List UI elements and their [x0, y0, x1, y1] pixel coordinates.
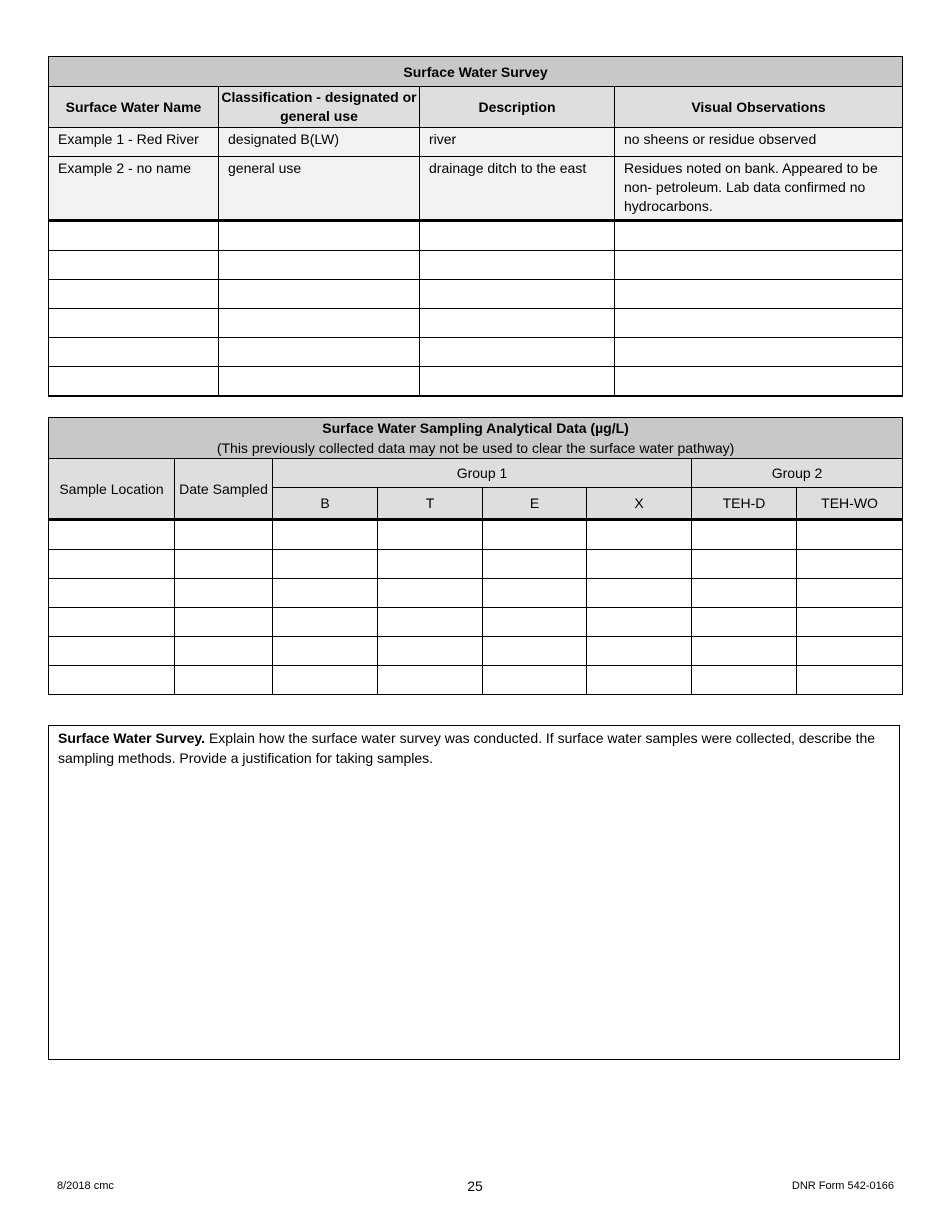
- entry-cell[interactable]: [587, 520, 692, 550]
- group-1-header: Group 1: [273, 459, 692, 488]
- entry-cell[interactable]: [219, 338, 420, 367]
- entry-cell[interactable]: [219, 309, 420, 338]
- example-1-description: river: [420, 128, 615, 157]
- narrative-instructions: Explain how the surface water survey was conducted. If surface water samples were collected, describe the sampling methods. Provide a justification for taking samples.: [58, 730, 876, 766]
- entry-cell[interactable]: [49, 338, 219, 367]
- entry-cell[interactable]: [615, 280, 903, 309]
- entry-cell[interactable]: [378, 550, 483, 579]
- entry-cell[interactable]: [378, 666, 483, 695]
- col-header-t: T: [378, 488, 483, 520]
- survey-entry-row: [49, 367, 903, 397]
- entry-cell[interactable]: [175, 579, 273, 608]
- entry-cell[interactable]: [692, 579, 797, 608]
- entry-cell[interactable]: [483, 637, 587, 666]
- entry-cell[interactable]: [797, 520, 903, 550]
- entry-cell[interactable]: [692, 550, 797, 579]
- entry-cell[interactable]: [378, 520, 483, 550]
- entry-cell[interactable]: [49, 579, 175, 608]
- entry-cell[interactable]: [49, 550, 175, 579]
- entry-cell[interactable]: [615, 367, 903, 397]
- entry-cell[interactable]: [49, 666, 175, 695]
- entry-cell[interactable]: [483, 579, 587, 608]
- entry-cell[interactable]: [49, 280, 219, 309]
- entry-cell[interactable]: [420, 338, 615, 367]
- col-header-b: B: [273, 488, 378, 520]
- col-header-teh-wo: TEH-WO: [797, 488, 903, 520]
- entry-cell[interactable]: [49, 309, 219, 338]
- sampling-entry-row: [49, 579, 903, 608]
- entry-cell[interactable]: [692, 666, 797, 695]
- example-2-classification: general use: [219, 157, 420, 221]
- example-1-name: Example 1 - Red River: [49, 128, 219, 157]
- entry-cell[interactable]: [615, 338, 903, 367]
- entry-cell[interactable]: [692, 520, 797, 550]
- entry-cell[interactable]: [483, 550, 587, 579]
- col-header-e: E: [483, 488, 587, 520]
- entry-cell[interactable]: [219, 367, 420, 397]
- entry-cell[interactable]: [49, 251, 219, 280]
- example-2-description: drainage ditch to the east: [420, 157, 615, 221]
- sampling-entry-row: [49, 608, 903, 637]
- example-1-classification: designated B(LW): [219, 128, 420, 157]
- surface-water-survey-narrative-box[interactable]: [48, 725, 900, 1060]
- entry-cell[interactable]: [615, 221, 903, 251]
- entry-cell[interactable]: [378, 608, 483, 637]
- entry-cell[interactable]: [49, 367, 219, 397]
- sampling-table-subtitle: (This previously collected data may not be used to clear the surface water pathway): [216, 440, 735, 456]
- entry-cell[interactable]: [483, 666, 587, 695]
- col-header-classification: Classification - designated or general use: [219, 87, 420, 128]
- entry-cell[interactable]: [797, 666, 903, 695]
- col-header-visual-observations: Visual Observations: [615, 87, 903, 128]
- footer-form-number: DNR Form 542-0166: [791, 1180, 894, 1192]
- entry-cell[interactable]: [587, 608, 692, 637]
- entry-cell[interactable]: [273, 579, 378, 608]
- entry-cell[interactable]: [483, 608, 587, 637]
- entry-cell[interactable]: [587, 666, 692, 695]
- sampling-entry-row: [49, 520, 903, 550]
- example-row-1: [49, 128, 903, 157]
- entry-cell[interactable]: [273, 520, 378, 550]
- entry-cell[interactable]: [273, 637, 378, 666]
- col-header-sample-location: Sample Location: [49, 459, 175, 520]
- example-row-2: [49, 157, 903, 221]
- entry-cell[interactable]: [420, 251, 615, 280]
- entry-cell[interactable]: [219, 280, 420, 309]
- survey-entry-row: [49, 221, 903, 251]
- example-2-name: Example 2 - no name: [49, 157, 219, 221]
- entry-cell[interactable]: [273, 550, 378, 579]
- entry-cell[interactable]: [175, 550, 273, 579]
- col-header-x: X: [587, 488, 692, 520]
- entry-cell[interactable]: [420, 221, 615, 251]
- entry-cell[interactable]: [615, 251, 903, 280]
- entry-cell[interactable]: [797, 608, 903, 637]
- entry-cell[interactable]: [49, 221, 219, 251]
- col-header-teh-d: TEH-D: [692, 488, 797, 520]
- example-1-observations: no sheens or residue observed: [615, 128, 903, 157]
- entry-cell[interactable]: [49, 520, 175, 550]
- entry-cell[interactable]: [587, 637, 692, 666]
- entry-cell[interactable]: [797, 637, 903, 666]
- entry-cell[interactable]: [175, 637, 273, 666]
- entry-cell[interactable]: [420, 280, 615, 309]
- entry-cell[interactable]: [378, 579, 483, 608]
- col-header-description: Description: [420, 87, 615, 128]
- footer-revision-date: 8/2018 cmc: [57, 1180, 114, 1192]
- sampling-table-title-cell: [49, 418, 903, 459]
- sampling-entry-row: [49, 637, 903, 666]
- entry-cell[interactable]: [797, 550, 903, 579]
- surface-water-survey-table: [48, 56, 903, 397]
- entry-cell[interactable]: [797, 579, 903, 608]
- survey-entry-row: [49, 280, 903, 309]
- footer-page-number: 25: [467, 1178, 483, 1194]
- entry-cell[interactable]: [587, 550, 692, 579]
- narrative-lead: Surface Water Survey.: [58, 730, 206, 746]
- survey-entry-row: [49, 251, 903, 280]
- group-2-header: Group 2: [692, 459, 903, 488]
- sampling-entry-row: [49, 550, 903, 579]
- survey-entry-row: [49, 309, 903, 338]
- entry-cell[interactable]: [587, 579, 692, 608]
- entry-cell[interactable]: [692, 637, 797, 666]
- entry-cell[interactable]: [420, 309, 615, 338]
- entry-cell[interactable]: [692, 608, 797, 637]
- col-header-date-sampled: Date Sampled: [175, 459, 273, 520]
- entry-cell[interactable]: [378, 637, 483, 666]
- entry-cell[interactable]: [273, 666, 378, 695]
- example-2-observations: Residues noted on bank. Appeared to be non- petroleum. Lab data confirmed no hydrocarbons.: [615, 157, 903, 221]
- entry-cell[interactable]: [175, 520, 273, 550]
- entry-cell[interactable]: [49, 637, 175, 666]
- entry-cell[interactable]: [219, 221, 420, 251]
- sampling-entry-row: [49, 666, 903, 695]
- entry-cell[interactable]: [273, 608, 378, 637]
- entry-cell[interactable]: [175, 608, 273, 637]
- surface-water-sampling-table: [48, 417, 903, 695]
- entry-cell[interactable]: [483, 520, 587, 550]
- entry-cell[interactable]: [49, 608, 175, 637]
- survey-entry-row: [49, 338, 903, 367]
- col-header-surface-water-name: Surface Water Name: [49, 87, 219, 128]
- entry-cell[interactable]: [175, 666, 273, 695]
- survey-table-title: Surface Water Survey: [49, 57, 903, 87]
- entry-cell[interactable]: [219, 251, 420, 280]
- sampling-table-title: Surface Water Sampling Analytical Data (µg/L): [322, 420, 629, 436]
- entry-cell[interactable]: [615, 309, 903, 338]
- entry-cell[interactable]: [420, 367, 615, 397]
